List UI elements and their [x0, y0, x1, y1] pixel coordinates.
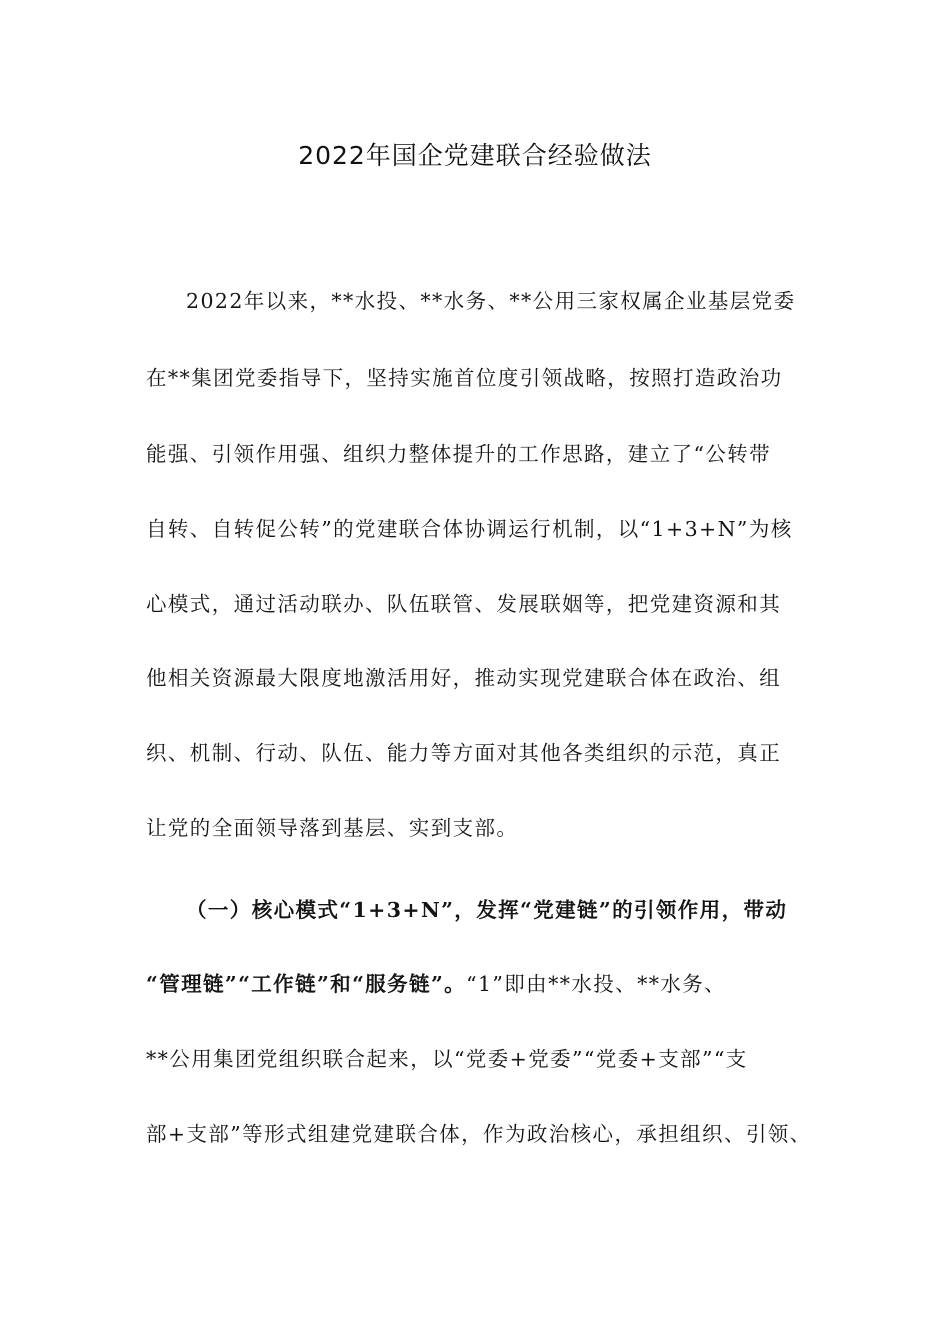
section-heading-tail: “管理链”“工作链”和“服务链”。 — [146, 972, 467, 996]
text-line: 织、机制、行动、队伍、能力等方面对其他各类组织的示范，真正 — [146, 741, 782, 765]
text-line: 心模式，通过活动联办、队伍联管、发展联姻等，把党建资源和其 — [146, 592, 782, 616]
text-line: 在**集团党委指导下，坚持实施首位度引领战略，按照打造政治功 — [146, 366, 783, 390]
section-heading-line: （一）核心模式“1+3+N”，发挥“党建链”的引领作用，带动 — [186, 898, 788, 922]
text-line: 让党的全面领导落到基层、实到支部。 — [146, 816, 519, 840]
text-line: 能强、引领作用强、组织力整体提升的工作思路，建立了“公转带 — [146, 442, 772, 466]
document-title: 2022年国企党建联合经验做法 — [298, 141, 652, 170]
text-line: 他相关资源最大限度地激活用好，推动实现党建联合体在政治、组 — [146, 666, 782, 690]
text-line: 部+支部”等形式组建党建联合体，作为政治核心，承担组织、引领、 — [146, 1122, 812, 1146]
text-line — [146, 970, 726, 998]
text-line: 自转、自转促公转”的党建联合体协调运行机制，以“1+3+N”为核 — [146, 517, 793, 541]
text-line-rest: “1”即由**水投、**水务、 — [466, 972, 727, 996]
text-line: **公用集团党组织联合起来，以“党委+党委”“党委+支部”“支 — [146, 1047, 748, 1071]
text-line: 2022年以来，**水投、**水务、**公用三家权属企业基层党委 — [186, 289, 796, 313]
